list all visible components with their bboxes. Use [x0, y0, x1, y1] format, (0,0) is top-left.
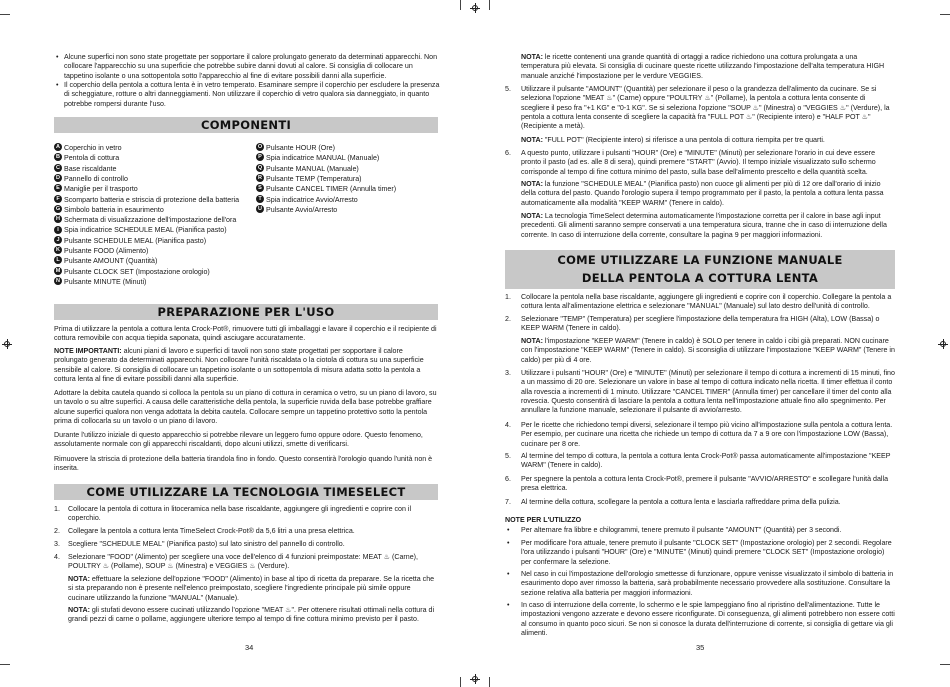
component-item — [54, 175, 128, 184]
section-heading-timeselect: COME UTILIZZARE LA TECNOLOGIA TIMESELECT — [54, 484, 438, 500]
note-text: le ricette contenenti una grande quantità di ortaggi a radice richiedono una cottura prolungata a una temperatura più elevata. Si consiglia di cucinare queste ricette utilizzando l'impostazione dell'alta temperatura HIGH manuale anziché l'impostazione per le verdure VEGGIES. — [521, 53, 885, 80]
component-letter-badge: L — [54, 256, 62, 264]
timeselect-note — [521, 180, 895, 208]
right-page — [475, 0, 950, 687]
timeselect-step: Scegliere "SCHEDULE MEAL" (Pianifica pasto) sul lato sinistro del pannello di controllo. — [68, 540, 345, 548]
component-letter-badge: R — [256, 174, 264, 182]
component-label: Pentola di cottura — [64, 154, 120, 163]
component-item — [54, 165, 116, 174]
component-label: Pannello di controllo — [64, 174, 128, 183]
component-item — [54, 196, 239, 205]
component-letter-badge: K — [54, 246, 62, 254]
component-item — [256, 175, 362, 184]
note-text: l'impostazione "KEEP WARM" (Tenere in caldo) è SOLO per tenere in caldo i cibi già preparati. NON cucinare con l'impostazione "KEEP WARM" (Tenere in caldo). Si sconsiglia di utilizzare l'impostazione "KEEP WARM" (Tenere in caldo) per più di 4 ore. — [521, 337, 895, 364]
component-label: Pulsante SCHEDULE MEAL (Pianifica pasto) — [64, 236, 207, 245]
section-heading-line: DELLA PENTOLA A COTTURA LENTA — [581, 271, 819, 285]
component-item — [256, 154, 379, 163]
step-number: 6. — [505, 149, 511, 157]
note-label: NOTA: — [68, 606, 90, 614]
bullet: • — [56, 53, 59, 61]
component-item — [54, 154, 119, 163]
section-heading-preparation: PREPARAZIONE PER L'USO — [54, 304, 438, 320]
usage-bullet: Nel caso in cui l'impostazione dell'orologio smettesse di funzionare, oppure venisse visualizzato il simbolo di batteria in esaurimento dopo aver rimosso la batteria, sarà probabilmente necessario provvedere alla sostituzione. Consultare la sezione relativa alla batteria per maggiori informazioni. — [521, 570, 894, 597]
note-text: alcuni piani di lavoro e superfici di tavoli non sono state progettati per sopportare il calore prolungato generato da determinati apparecchi. Non collocare l'unità riscaldata o la ciotola di cottura su una superficie sensibile al calore. Si consiglia di collocare un tappetino isolante o un sottopentola di misura adatta sotto la pentola a cottura lenta al fine di evitare possibili danni alla superficie. — [54, 347, 424, 383]
component-label: Pulsante Avvio/Arresto — [266, 205, 338, 214]
intro-bullet: Il coperchio della pentola a cottura lenta è in vetro temperato. Esaminare sempre il coperchio per escludere la presenza di scheggiature, rotture o altri danneggiamenti. Non utilizzare il coperchio di vetro qualora sia danneggiato, in quanto potrebbe rompersi durante l'uso. — [64, 81, 440, 108]
component-letter-badge: P — [256, 153, 264, 161]
timeselect-note — [68, 606, 438, 625]
usage-bullet: Per modificare l'ora attuale, tenere premuto il pulsante "CLOCK SET" (Impostazione orologio) per 2 secondi. Regolare l'ora utilizzando i pulsanti "HOUR" (Ore) e "MINUTE" (Minuti) quindi premere "CLOCK SET" (Impostazione orologio) per confermare la selezione. — [521, 539, 892, 566]
timeselect-step: Collegare la pentola a cottura lenta TimeSelect Crock-Pot® da 5,6 litri a una presa elettrica. — [68, 527, 355, 535]
component-label: Coperchio in vetro — [64, 144, 122, 152]
component-label: Pulsante MINUTE (Minuti) — [64, 277, 147, 286]
step-number: 1. — [54, 505, 60, 513]
timeselect-step: Collocare la pentola di cottura in litoceramica nella base riscaldante, aggiungere gli ingredienti e coprire con il coperchio. — [68, 505, 412, 523]
component-letter-badge: F — [54, 195, 62, 203]
component-item — [256, 196, 358, 205]
section-heading-line: COME UTILIZZARE LA FUNZIONE MANUALE — [557, 253, 843, 267]
timeselect-step: A questo punto, utilizzare i pulsanti "HOUR" (Ore) e "MINUTE" (Minuti) per selezionare l'orario in cui deve essere pronto il pasto (ad es. alle 8 di sera), quindi premere "START" (Avvio). Il tempo iniziale visualizzato sullo schermo corrisponde al tempo di fine cottura minimo del pasto, sulla base dell'alimento prescelto e della quantità scelta. — [521, 149, 876, 176]
component-label: Schermata di visualizzazione dell'impostazione dell'ora — [64, 216, 237, 225]
component-item — [256, 144, 335, 153]
component-item — [54, 268, 210, 277]
component-letter-badge: J — [54, 236, 62, 244]
component-item — [256, 206, 337, 215]
timeselect-note — [68, 575, 438, 603]
note-label: NOTA: — [521, 136, 543, 144]
component-item — [256, 185, 396, 194]
prep-important-note — [54, 347, 438, 384]
component-item — [54, 247, 148, 256]
component-letter-badge: M — [55, 267, 61, 274]
usage-bullet: Per alternare fra libbre e chilogrammi, tenere premuto il pulsante "AMOUNT" (Quantità) per 3 secondi. — [521, 526, 842, 534]
note-text: La tecnologia TimeSelect determina automaticamente l'impostazione corretta per il calore in base agli input precedenti. Gli alimenti saranno sempre conservati a una temperatura sicura, tranne che in caso di interruzione della corrente. In caso di interruzione della corrente, consultare la pagina 9 per maggiori informazioni. — [521, 212, 887, 239]
section-heading-components: COMPONENTI — [54, 117, 438, 133]
component-item — [54, 206, 164, 215]
component-item — [54, 278, 146, 287]
component-label: Simbolo batteria in esaurimento — [64, 205, 164, 214]
component-label: Pulsante HOUR (Ore) — [266, 144, 335, 152]
step-number: 2. — [54, 527, 60, 535]
component-label: Pulsante AMOUNT (Quantità) — [64, 257, 158, 266]
note-label: NOTA: — [521, 53, 543, 61]
usage-notes-title: NOTE PER L'UTILIZZO — [505, 516, 582, 524]
bullet: • — [507, 539, 510, 547]
component-label: Pulsante CANCEL TIMER (Annulla timer) — [266, 185, 397, 194]
prep-paragraph: Adottare la debita cautela quando si colloca la pentola su un piano di cottura in ceramica o vetro, su un piano di lavoro, su un tavolo o su altre superfici. A causa delle caratteristiche della pentola, la superficie ruvida della base potrebbe graffiare alcune superfici qualora non venga adottata la debita cautela. Collocare sempre un tappetino protettivo sotto la pentola prima di collocarla su un tavolo o un piano di lavoro. — [54, 389, 437, 425]
component-item — [54, 257, 157, 266]
manual-step: Utilizzare i pulsanti "HOUR" (Ore) e "MINUTE" (Minuti) per selezionare il tempo di cottura a incrementi di 15 minuti, fino a un massimo di 20 ore. Selezionare un valore in base al tempo di cottura indicato nella ricetta. Il timer effettua il conto alla rovescia a incrementi di 1 minuto. Utilizzare "CANCEL TIMER" (Annulla timer) per cancellare il timer del conto alla rovescia. Questo consentirà di lasciare la pentola a cottura lenta nell'impostazione attuale fino allo spegnimento. Per annullare la funzione manuale, selezionare il pulsante di avvio/arresto. — [521, 369, 895, 415]
component-item — [256, 165, 359, 174]
note-label: NOTA: — [521, 337, 543, 345]
manual-note — [521, 337, 895, 365]
component-label: Spia indicatrice MANUAL (Manuale) — [266, 154, 380, 163]
component-letter-badge: S — [256, 184, 264, 192]
bullet: • — [56, 81, 59, 89]
note-label: NOTE IMPORTANTI: — [54, 347, 122, 355]
component-label: Maniglie per il trasporto — [64, 185, 138, 194]
prep-paragraph: Rimuovere la striscia di protezione della batteria tirandola fino in fondo. Questo consentirà l'orologio quando l'unità non è inserita. — [54, 455, 433, 473]
component-label: Base riscaldante — [64, 164, 117, 173]
component-letter-badge: I — [54, 226, 62, 234]
note-text: effettuare la selezione dell'opzione "FOOD" (Alimento) in base al tipo di ricetta da preparare. Se la ricetta che si sta preparando non è presente nell'elenco preimpostato, scegliere l'ingrediente principale più simile oppure cucinare utilizzando la funzione "MANUAL" (Manuale). — [68, 575, 435, 602]
section-heading-manual — [505, 250, 895, 289]
timeselect-note — [521, 212, 895, 240]
step-number: 2. — [505, 315, 511, 323]
manual-step: Per spegnere la pentola a cottura lenta Crock-Pot®, premere il pulsante "AVVIO/ARRESTO" e scollegare l'unità dalla presa elettrica. — [521, 475, 889, 493]
step-number: 7. — [505, 498, 511, 506]
component-letter-badge: H — [54, 215, 62, 223]
component-letter-badge: T — [256, 195, 264, 203]
component-letter-badge: A — [54, 143, 62, 151]
note-text: "FULL POT" (Recipiente intero) si riferisce a una pentola di cottura riempita per tre quarti. — [542, 136, 825, 144]
prep-paragraph: Durante l'utilizzo iniziale di questo apparecchio si potrebbe rilevare un leggero fumo oppure odore. Questo fenomeno, assolutamente normale con gli apparecchi riscaldanti, dopo alcuni utilizzi, smette di verificarsi. — [54, 431, 423, 449]
manual-step: Collocare la pentola nella base riscaldante, aggiungere gli ingredienti e coprire con il coperchio. Collegare la pentola a cottura lenta all'alimentazione elettrica e selezionare "MANUAL" (Manuale) sul lato destro dell'unità di controllo. — [521, 293, 892, 311]
step-number: 4. — [54, 553, 60, 561]
manual-step: Per le ricette che richiedono tempi diversi, selezionare il tempo più vicino all'impostazione sulla pentola a cottura lenta. Per esempio, per cucinare una ricetta che richiede un tempo di cottura da 7 a 9 ore con l'impostazione LOW (Bassa), cucinare per 8 ore. — [521, 421, 893, 448]
manual-step: Al termine della cottura, scollegare la pentola a cottura lenta e lasciarla raffreddare prima della pulizia. — [521, 498, 841, 506]
component-label: Pulsante MANUAL (Manuale) — [266, 164, 359, 173]
component-label: Spia indicatrice SCHEDULE MEAL (Pianifica pasto) — [64, 226, 227, 235]
component-item — [54, 185, 138, 194]
step-number: 5. — [505, 452, 511, 460]
manual-step: Selezionare "TEMP" (Temperatura) per scegliere l'impostazione della temperatura fra HIGH (Alta), LOW (Bassa) o KEEP WARM (Tenere in caldo). — [521, 315, 880, 333]
page-number: 34 — [245, 643, 254, 652]
step-number: 5. — [505, 85, 511, 93]
component-label: Pulsante FOOD (Alimento) — [64, 247, 149, 255]
step-number: 3. — [505, 369, 511, 377]
bullet: • — [507, 601, 510, 609]
component-letter-badge: U — [256, 205, 264, 213]
timeselect-note — [521, 136, 895, 145]
timeselect-step: Selezionare "FOOD" (Alimento) per scegliere una voce dell'elenco di 4 funzioni preimpostate: MEAT ♨ (Carne), POULTRY ♨ (Pollame), SOUP ♨ (Minestra) e VEGGIES ♨ (Verdure). — [68, 553, 418, 571]
step-number: 1. — [505, 293, 511, 301]
component-label: Spia indicatrice Avvio/Arresto — [266, 195, 358, 204]
manual-step: Al termine del tempo di cottura, la pentola a cottura lenta Crock-Pot® passa automaticamente all'impostazione "KEEP WARM" (Tenere in caldo). — [521, 452, 891, 470]
component-letter-badge: C — [54, 164, 62, 172]
timeselect-step: Utilizzare il pulsante "AMOUNT" (Quantità) per selezionare il peso o la grandezza dell'alimento da cucinare. Se si seleziona l'opzione "MEAT ♨" (Carne) oppure "POULTRY ♨" (Pollame), la pentola a cottura lenta consente di scegliere il peso fra "+1 KG" e "0-1 KG". Se si seleziona l'opzione "SOUP ♨" (Minestra) o "VEGGIES ♨" (Verdure), la pentola a cottura lenta consente di scegliere la capacità fra "FULL POT ♨" (Recipiente intero) e "HALF POT ♨" (Recipiente a metà). — [521, 85, 890, 131]
component-letter-badge: N — [54, 277, 62, 285]
intro-bullet: Alcune superfici non sono state progettate per sopportare il calore prolungato generato da determinati apparecchi. Non collocare l'apparecchio su una superficie che potrebbe subire danni dovuti al calore. Si consiglia di collocare un tappetino isolante o una sottopentola sotto l'apparecchio al fine di evitare possibili danni alla superficie. — [64, 53, 438, 80]
component-item — [54, 237, 206, 246]
step-number: 4. — [505, 421, 511, 429]
step-number: 3. — [54, 540, 60, 548]
note-root-vegetables — [521, 53, 895, 81]
component-item — [54, 216, 236, 225]
component-letter-badge: O — [257, 144, 263, 151]
note-text: gli stufati devono essere cucinati utilizzando l'opzione "MEAT ♨". Per ottenere risultati ottimali nella cottura di grandi pezzi di carne o pollame, aggiungere ulteriore tempo al tempo di fine cottura minimo previsto per il pasto. — [68, 606, 435, 624]
component-letter-badge: B — [54, 153, 62, 161]
component-letter-badge: G — [55, 205, 61, 212]
component-item — [54, 226, 227, 235]
note-label: NOTA: — [68, 575, 90, 583]
usage-bullet: In caso di interruzione della corrente, lo schermo e le spie lampeggiano fino al ripristino dell'alimentazione. Tutte le impostazioni vengono azzerate e devono essere riconfigurate. Di conseguenza, gli alimenti potrebbero non essere cotti al consumo in quanto poco sicuri. Se non si conosce la durata dell'interruzione di corrente, si consiglia di gettare via gli alimenti. — [521, 601, 895, 637]
component-letter-badge: D — [54, 174, 62, 182]
note-label: NOTA: — [521, 212, 543, 220]
step-number: 6. — [505, 475, 511, 483]
component-label: Pulsante CLOCK SET (Impostazione orologio) — [64, 267, 210, 276]
page-number: 35 — [696, 643, 705, 652]
component-letter-badge: E — [54, 184, 62, 192]
component-label: Pulsante TEMP (Temperatura) — [266, 174, 362, 183]
prep-paragraph: Prima di utilizzare la pentola a cottura lenta Crock-Pot®, rimuovere tutti gli imballaggi e lavare il coperchio e il recipiente di cottura removibile con acqua tiepida saponata, quindi asciugare accuratamente. — [54, 325, 437, 343]
bullet: • — [507, 526, 510, 534]
note-text: la funzione "SCHEDULE MEAL" (Pianifica pasto) non cuoce gli alimenti per più di 12 ore dall'orario di inizio della cottura del pasto. Quando l'orologio supera il tempo programmato per il pasto, la pentola a cottura lenta passa automaticamente alla modalità "KEEP WARM" (Tenere in caldo). — [521, 180, 884, 207]
note-label: NOTA: — [521, 180, 543, 188]
bullet: • — [507, 570, 510, 578]
component-letter-badge: Q — [257, 164, 263, 171]
component-label: Scomparto batteria e striscia di protezione della batteria — [64, 195, 240, 204]
component-item — [54, 144, 122, 153]
